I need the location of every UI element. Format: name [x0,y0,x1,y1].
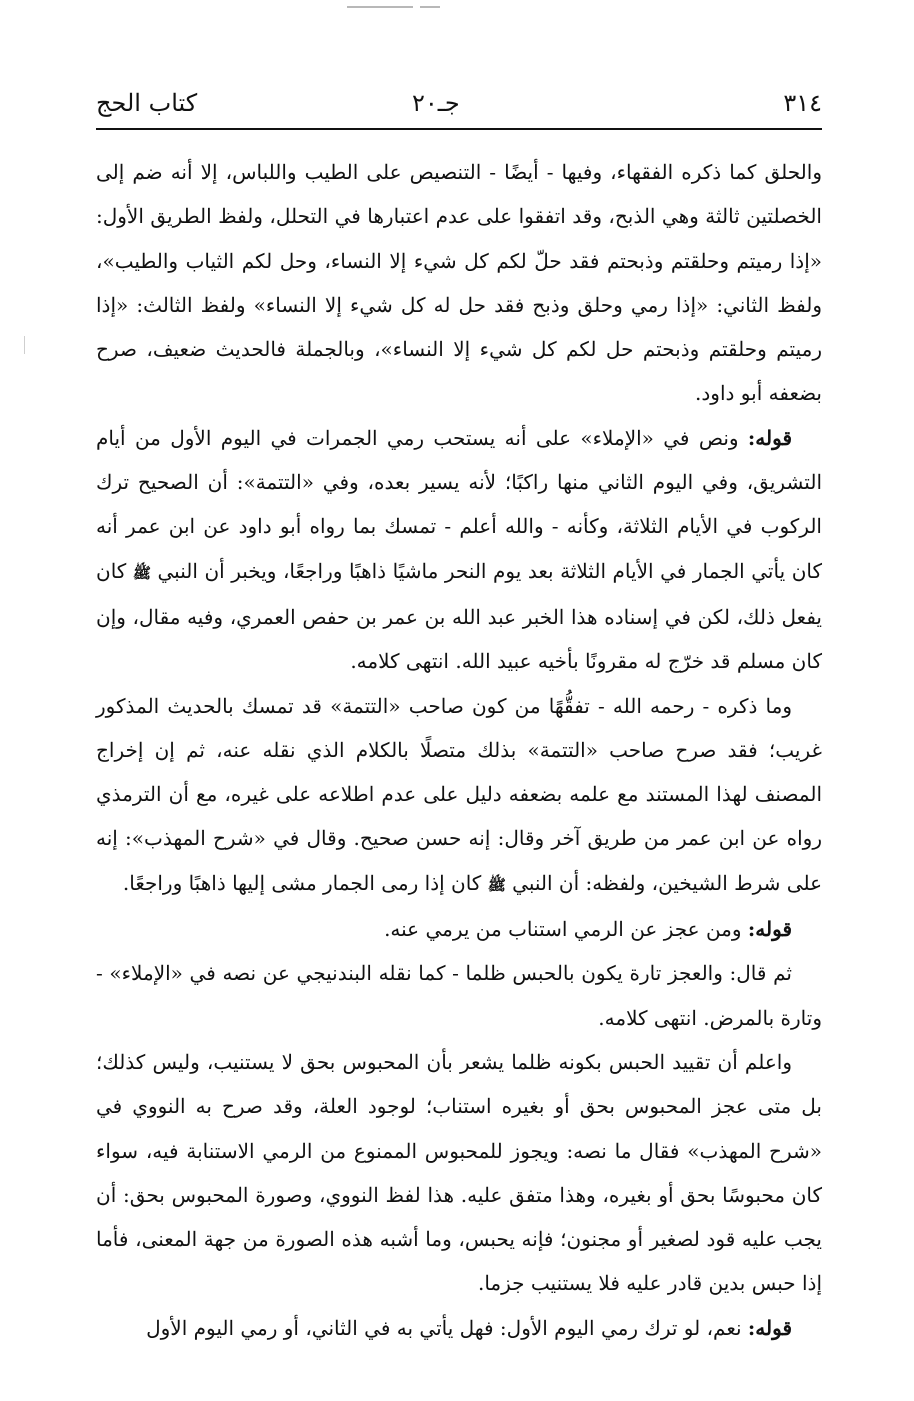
page-header [96,88,822,122]
top-edge-mark [420,6,440,8]
paragraph-lead: قوله: [747,1315,792,1340]
paragraph [96,150,822,416]
paragraph-text: ونص في «الإملاء» على أنه يستحب رمي الجمرات في اليوم الأول من أيام التشريق، وفي اليوم الثاني منها راكبًا؛ لأنه يسير بعده، وفي «التتمة»: أن الصحيح ترك الركوب في الأيام الثلاثة، وكأنه - والله أعلم - تمسك بما رواه أبو داود عن ابن عمر أنه كان يأتي الجمار في الأيام الثلاثة بعد يوم النحر ماشيًا ذاهبًا وراجعًا، ويخبر أن النبي [96,425,822,583]
page-body [96,150,822,1350]
paragraph [96,951,822,1040]
volume-label: جـ٢٠ [412,89,460,117]
paragraph-text: واعلم أن تقييد الحبس بكونه ظلما يشعر بأن المحبوس بحق لا يستنيب، وليس كذلك؛ بل متى عجز المحبوس بحق أو بغيره استناب؛ لوجود العلة، وقد صرح به النووي في «شرح المهذب» فقال ما نصه: ويجوز للمحبوس الممنوع من الرمي الاستنابة فيه، سواء كان محبوسًا بحق أو بغيره، وهذا متفق عليه. هذا لفظ النووي، وصورة المحبوس بحق: أن يجب عليه قود لصغير أو مجنون؛ فإنه يحبس، وما أشبه هذه الصورة من جهة المعنى، فأما إذا حبس بدين قادر عليه فلا يستنيب جزما. [96,1049,822,1296]
top-edge-mark [347,6,413,8]
page-number: ٣١٤ [783,89,822,117]
paragraph-text: والحلق كما ذكره الفقهاء، وفيها - أيضًا - التنصيص على الطيب واللباس، إلا أنه ضم إلى الخصلتين ثالثة وهي الذبح، وقد اتفقوا على عدم اعتبارها في التحلل، ولفظ الطريق الأول: «إذا رميتم وحلقتم وذبحتم فقد حلّ لكم كل شيء إلا النساء، وحل لكم الثياب والطيب»، ولفظ الثاني: «إذا رمي وحلق وذبح فقد حل له كل شيء إلا النساء» ولفظ الثالث: «إذا رميتم وحلقتم وذبحتم حل لكم كل شيء إلا النساء»، وبالجملة فالحديث ضعيف، صرح بضعفه أبو داود. [96,160,822,406]
paragraph [96,416,822,684]
paragraph [96,1040,822,1306]
margin-mark [24,336,25,354]
paragraph-text-continued: كان إذا رمى الجمار مشى إليها ذاهبًا وراجعًا. [122,870,488,895]
paragraph-lead: قوله: [747,917,792,942]
paragraph [96,907,822,951]
paragraph-text: نعم، لو ترك رمي اليوم الأول: فهل يأتي به في الثاني، أو رمي اليوم الأول [146,1315,748,1340]
salawat-glyph: ﷺ [132,563,151,582]
header-divider [96,128,822,130]
salawat-glyph: ﷺ [487,875,506,894]
paragraph-text: ثم قال: والعجز تارة يكون بالحبس ظلما - كما نقله البندنيجي عن نصه في «الإملاء» - وتارة بالمرض. انتهى كلامه. [96,961,822,1030]
paragraph-text-continued: كان يفعل ذلك، لكن في إسناده هذا الخبر عبد الله بن عمر بن حفص العمري، وفيه مقال، وإن كان مسلم قد خرّج له مقرونًا بأخيه عبيد الله. انتهى كلامه. [96,558,822,674]
paragraph [96,1306,822,1350]
paragraph-text: ومن عجز عن الرمي استناب من يرمي عنه. [384,917,748,942]
paragraph-lead: قوله: [747,425,792,450]
book-title: كتاب الحج [96,89,198,117]
paragraph [96,684,822,907]
paragraph-text: وما ذكره - رحمه الله - تفقُّهًا من كون صاحب «التتمة» قد تمسك بالحديث المذكور غريب؛ فقد صرح صاحب «التتمة» بذلك متصلًا بالكلام الذي نقله عنه، ثم إن إخراج المصنف لهذا المستند مع علمه بضعفه دليل على عدم اطلاعه على غيره، مع أن الترمذي رواه عن ابن عمر من طريق آخر وقال: إنه حسن صحيح. وقال في «شرح المهذب»: إنه على شرط الشيخين، ولفظه: أن النبي [96,693,822,895]
